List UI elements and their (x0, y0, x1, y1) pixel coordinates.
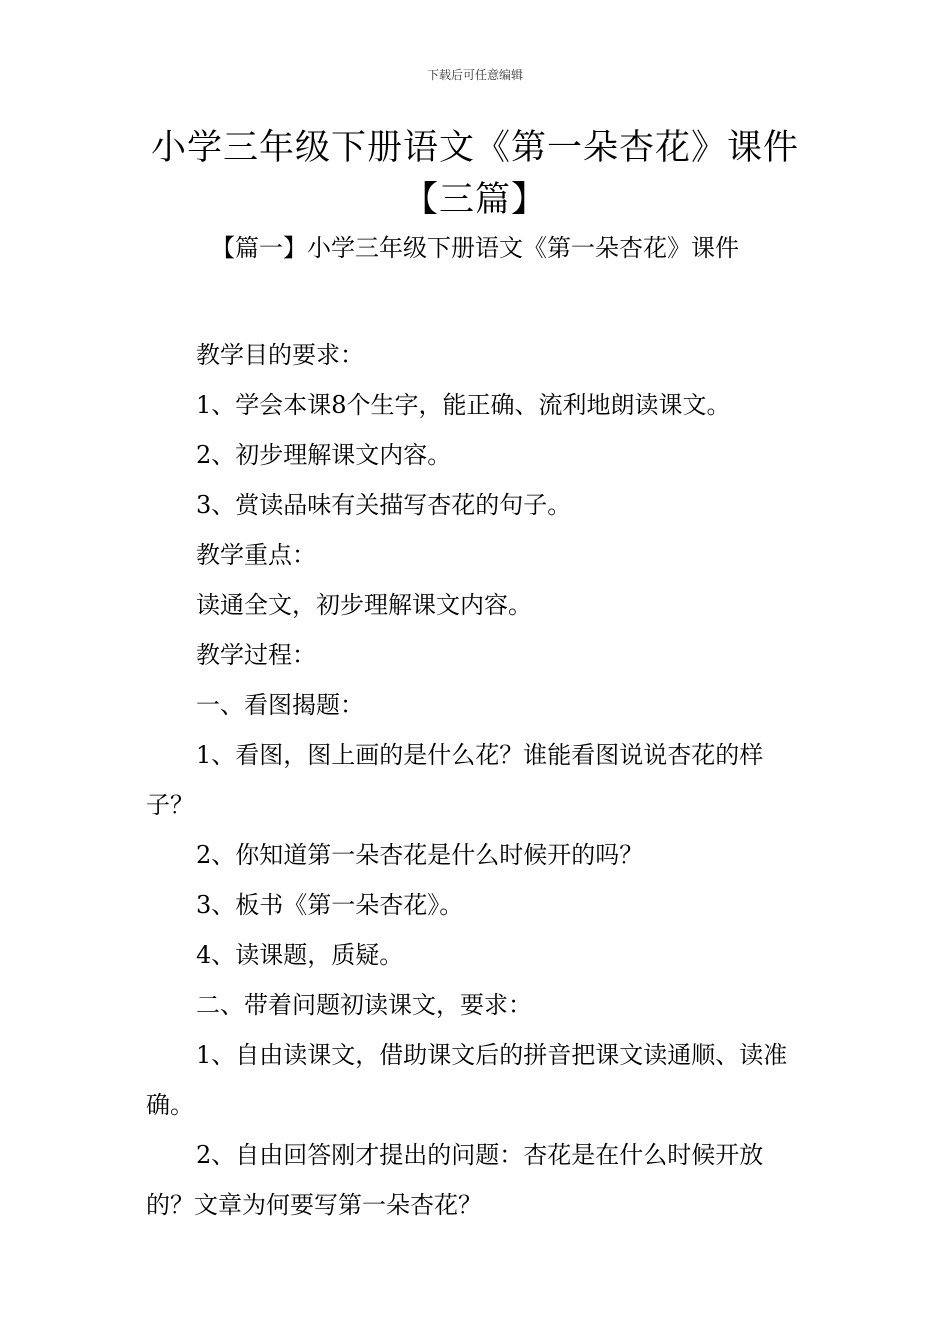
document-title (100, 122, 850, 226)
paragraph: 1、自由读课文，借助课文后的拼音把课文读通顺、读准确。 (146, 1041, 788, 1119)
paragraph: 教学重点： (196, 541, 316, 569)
document-title-line-1: 小学三年级下册语文《第一朵杏花》课件 (150, 128, 799, 168)
paragraph: 1、学会本课8个生字，能正确、流利地朗读课文。 (196, 391, 731, 419)
paragraph: 教学目的要求： (196, 341, 364, 369)
document-body (146, 330, 806, 1230)
paragraph: 4、读课题，质疑。 (196, 941, 404, 969)
paragraph: 2、自由回答刚才提出的问题：杏花是在什么时候开放的？文章为何要写第一朵杏花？ (146, 1141, 764, 1219)
paragraph: 2、你知道第一朵杏花是什么时候开的吗？ (196, 841, 644, 869)
paragraph: 2、初步理解课文内容。 (196, 441, 452, 469)
paragraph: 二、带着问题初读课文，要求： (196, 991, 532, 1019)
paragraph: 读通全文，初步理解课文内容。 (196, 591, 532, 619)
paragraph: 3、赏读品味有关描写杏花的句子。 (196, 491, 572, 519)
paragraph: 1、看图，图上画的是什么花？谁能看图说说杏花的样子？ (146, 741, 764, 819)
section-heading: 【篇一】小学三年级下册语文《第一朵杏花》课件 (211, 234, 739, 262)
paragraph: 3、板书《第一朵杏花》。 (196, 891, 464, 919)
document-title-line-2: 【三篇】 (402, 180, 547, 220)
paragraph: 教学过程： (196, 641, 316, 669)
paragraph: 一、看图揭题： (196, 691, 364, 719)
header-note: 下载后可任意编辑 (426, 68, 523, 82)
